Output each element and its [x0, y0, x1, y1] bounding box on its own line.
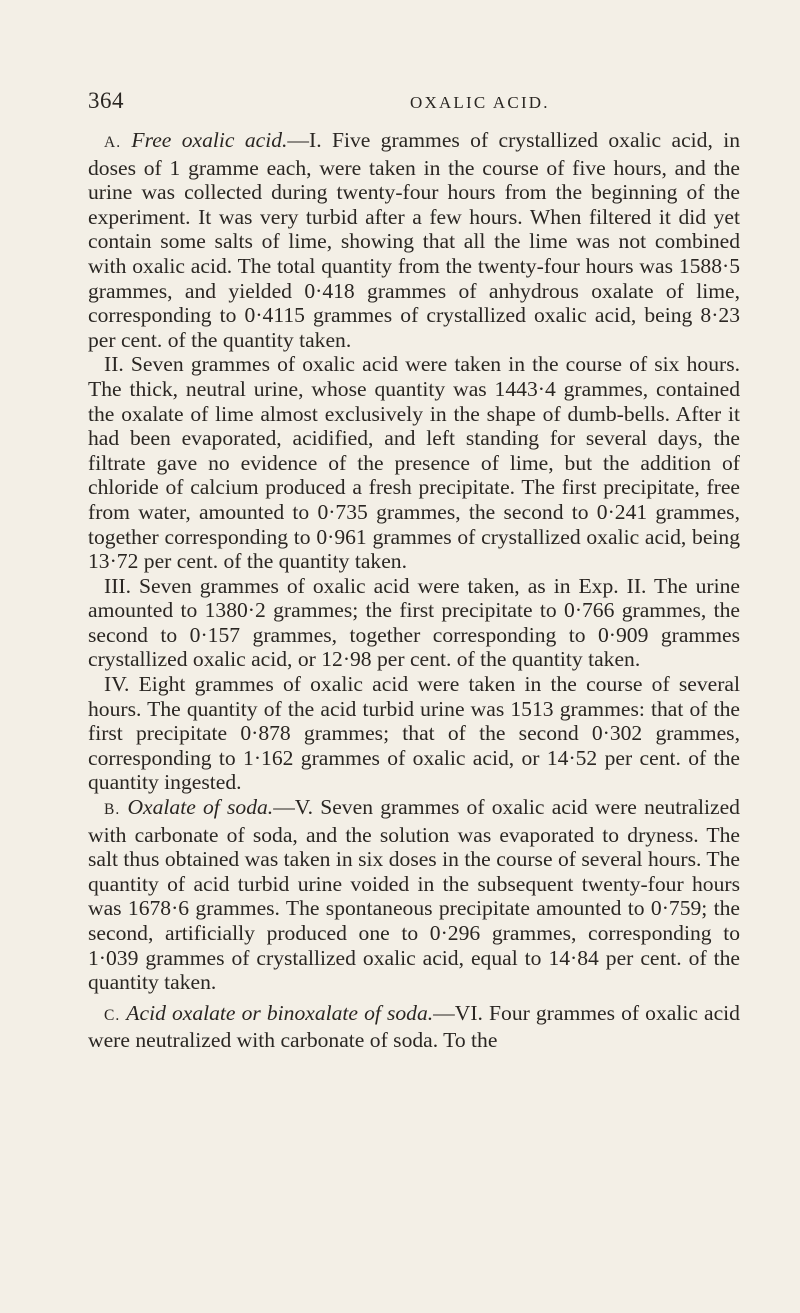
experiment-6-text: —VI. Four grammes of oxalic acid were neutralized with carbonate of soda. To the: [88, 1000, 740, 1053]
experiment-1-text: —I. Five grammes of crystallized oxalic acid, in doses of 1 gramme each, were taken in the course of five hours, and the urine was collected during twenty-four hours from the beginning of the experiment. It was very turbid after a few hours. When filtered it did yet contain some salts of lime, showing that all the lime was not combined with oxalic acid. The total quantity from the twenty-four hours was 1588·5 grammes, and yielded 0·418 grammes of anhydrous oxalate of lime, corresponding to 0·4115 grammes of crystallized oxalic acid, being 8·23 per cent. of the quantity taken.: [88, 128, 740, 352]
experiment-2-paragraph: II. Seven grammes of oxalic acid were taken in the course of six hours. The thick, neutral urine, whose quantity was 1443·4 grammes, contained the oxalate of lime almost exclusively in the shape of dumb-bells. After it had been evaporated, acidified, and left standing for several days, the filtrate gave no evidence of the presence of lime, but the addition of chloride of calcium produced a fresh precipitate. The first precipitate, free from water, amounted to 0·735 grammes, the second to 0·241 grammes, together corresponding to 0·961 grammes of crystallized oxalic acid, being 13·72 per cent. of the quantity taken.: [88, 352, 740, 574]
section-a-heading: Free oxalic acid.: [131, 128, 288, 152]
section-b-heading: Oxalate of soda.: [127, 795, 274, 820]
page-number: 364: [88, 88, 124, 113]
section-c-heading: Acid oxalate or binoxalate of soda.: [126, 1000, 434, 1025]
section-c-label: C.: [104, 1006, 121, 1024]
section-c-paragraph: [88, 1001, 740, 1053]
experiment-4-paragraph: IV. Eight grammes of oxalic acid were taken in the course of several hours. The quantity of the acid turbid urine was 1513 grammes: that of the first precipitate 0·878 grammes; that of the second 0·302 grammes, corresponding to 1·162 grammes of oxalic acid, or 14·52 per cent. of the quantity ingested.: [88, 672, 740, 795]
experiment-3-paragraph: III. Seven grammes of oxalic acid were taken, as in Exp. II. The urine amounted to 1380·2 grammes; the first precipitate to 0·766 grammes, the second to 0·157 grammes, together corresponding to 0·909 grammes crystallized oxalic acid, or 12·98 per cent. of the quantity taken.: [88, 573, 740, 672]
running-head: OXALIC ACID.: [410, 93, 550, 112]
section-a-label: A.: [104, 134, 122, 151]
section-a-paragraph: [88, 128, 740, 352]
section-b-paragraph: [88, 795, 740, 995]
section-b-label: B.: [104, 801, 121, 819]
experiment-5-text: —V. Seven grammes of oxalic acid were neutralized with carbonate of soda, and the solution was evaporated to dryness. The salt thus obtained was taken in six doses in the course of several hours. The quantity of acid turbid urine voided in the subsequent twenty-four hours was 1678·6 grammes. The spontaneous precipitate amounted to 0·759; the second, artificially produced one to 0·296 grammes, corresponding to 1·039 grammes of crystallized oxalic acid, equal to 14·84 per cent. of the quantity taken.: [88, 795, 740, 995]
body-text: [88, 128, 740, 1053]
page-header: [88, 88, 740, 118]
